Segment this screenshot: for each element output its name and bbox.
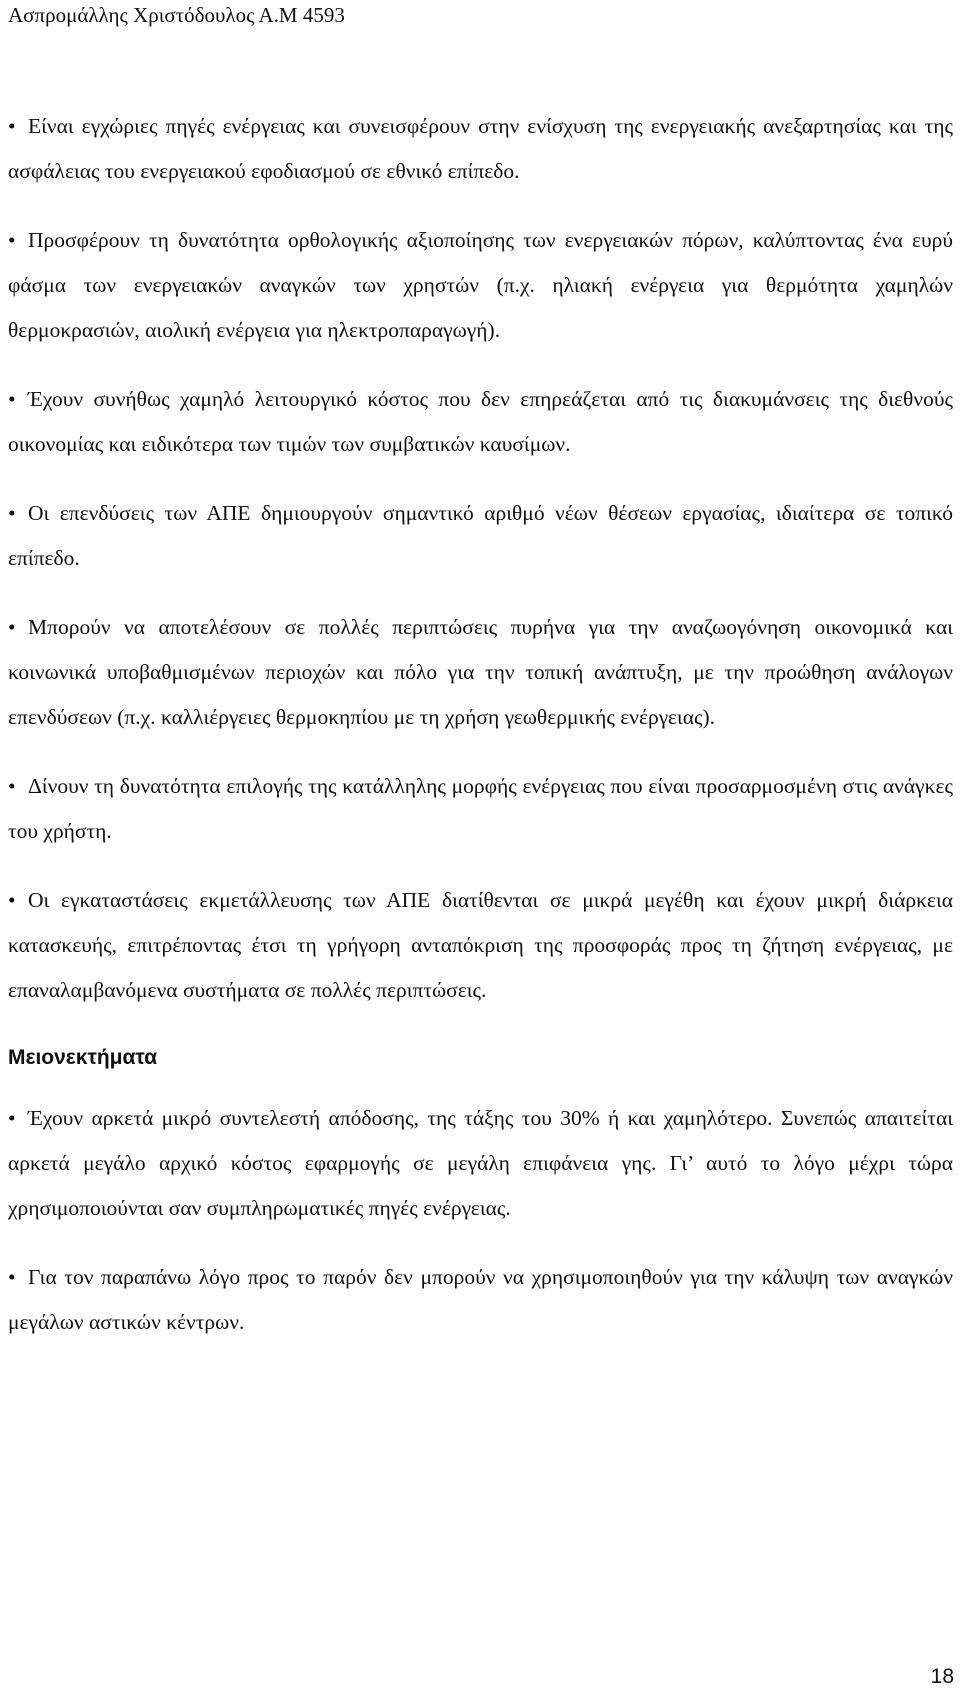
bullet-icon: • [8, 1265, 16, 1289]
document-body [8, 104, 953, 1345]
disadvantage-text: Για τον παραπάνω λόγο προς το παρόν δεν μπορούν να χρησιμοποιηθούν για την κάλυψη των αναγκών μεγάλων αστικών κέντρων. [8, 1265, 953, 1334]
bullet-icon: • [8, 774, 16, 798]
bullet-icon: • [8, 114, 16, 138]
bullet-icon: • [8, 615, 16, 639]
advantage-text: Δίνουν τη δυνατότητα επιλογής της κατάλληλης μορφής ενέργειας που είναι προσαρμοσμένη στις ανάγκες του χρήστη. [8, 774, 953, 843]
advantage-text: Προσφέρουν τη δυνατότητα ορθολογικής αξιοποίησης των ενεργειακών πόρων, καλύπτοντας ένα ευρύ φάσμα των ενεργειακών αναγκών των χρηστών (π.χ. ηλιακή ενέργεια για θερμότητα χαμηλών θερμοκρασιών, αιολική ενέργεια για ηλεκτροπαραγωγή). [8, 228, 953, 342]
disadvantage-bullet-1 [8, 1096, 953, 1231]
bullet-icon: • [8, 888, 16, 912]
advantage-bullet-4 [8, 491, 953, 581]
bullet-icon: • [8, 501, 16, 525]
advantage-bullet-6 [8, 764, 953, 854]
advantage-bullet-1 [8, 104, 953, 194]
advantage-bullet-2 [8, 218, 953, 353]
page-number: 18 [930, 1665, 954, 1688]
advantage-text: Μπορούν να αποτελέσουν σε πολλές περιπτώσεις πυρήνα για την αναζωογόνηση οικονομικά και κοινωνικά υποβαθμισμένων περιοχών και πόλο για την τοπική ανάπτυξη, με την προώθηση ανάλογων επενδύσεων (π.χ. καλλιέργειες θερμοκηπίου με τη χρήση γεωθερμικής ενέργειας). [8, 615, 953, 729]
advantage-bullet-7 [8, 878, 953, 1013]
bullet-icon: • [8, 1106, 16, 1130]
advantage-text: Έχουν συνήθως χαμηλό λειτουργικό κόστος που δεν επηρεάζεται από τις διακυμάνσεις της διεθνούς οικονομίας και ειδικότερα των τιμών των συμβατικών καυσίμων. [8, 387, 953, 456]
section-heading-disadvantages: Μειονεκτήματα [8, 1046, 158, 1069]
disadvantage-bullet-2 [8, 1255, 953, 1345]
disadvantage-text: Έχουν αρκετά μικρό συντελεστή απόδοσης, της τάξης του 30% ή και χαμηλότερο. Συνεπώς απαιτείται αρκετά μεγάλο αρχικό κόστος εφαρμογής σε μεγάλη επιφάνεια γης. Γι’ αυτό το λόγο μέχρι τώρα χρησιμοποιούνται σαν συμπληρωματικές πηγές ενέργειας. [8, 1106, 953, 1220]
bullet-icon: • [8, 387, 16, 411]
advantage-text: Οι εγκαταστάσεις εκμετάλλευσης των ΑΠΕ διατίθενται σε μικρά μεγέθη και έχουν μικρή διάρκεια κατασκευής, επιτρέποντας έτσι τη γρήγορη ανταπόκριση της προσφοράς προς τη ζήτηση ενέργειας, με επαναλαμβανόμενα συστήματα σε πολλές περιπτώσεις. [8, 888, 953, 1002]
advantage-text: Οι επενδύσεις των ΑΠΕ δημιουργούν σημαντικό αριθμό νέων θέσεων εργασίας, ιδιαίτερα σε τοπικό επίπεδο. [8, 501, 953, 570]
page-header: Ασπρομάλλης Χριστόδουλος Α.Μ 4593 [8, 3, 345, 27]
advantage-text: Είναι εγχώριες πηγές ενέργειας και συνεισφέρουν στην ενίσχυση της ενεργειακής ανεξαρτησίας και της ασφάλειας του ενεργειακού εφοδιασμού σε εθνικό επίπεδο. [8, 114, 953, 183]
advantage-bullet-5 [8, 605, 953, 740]
advantage-bullet-3 [8, 377, 953, 467]
bullet-icon: • [8, 228, 16, 252]
